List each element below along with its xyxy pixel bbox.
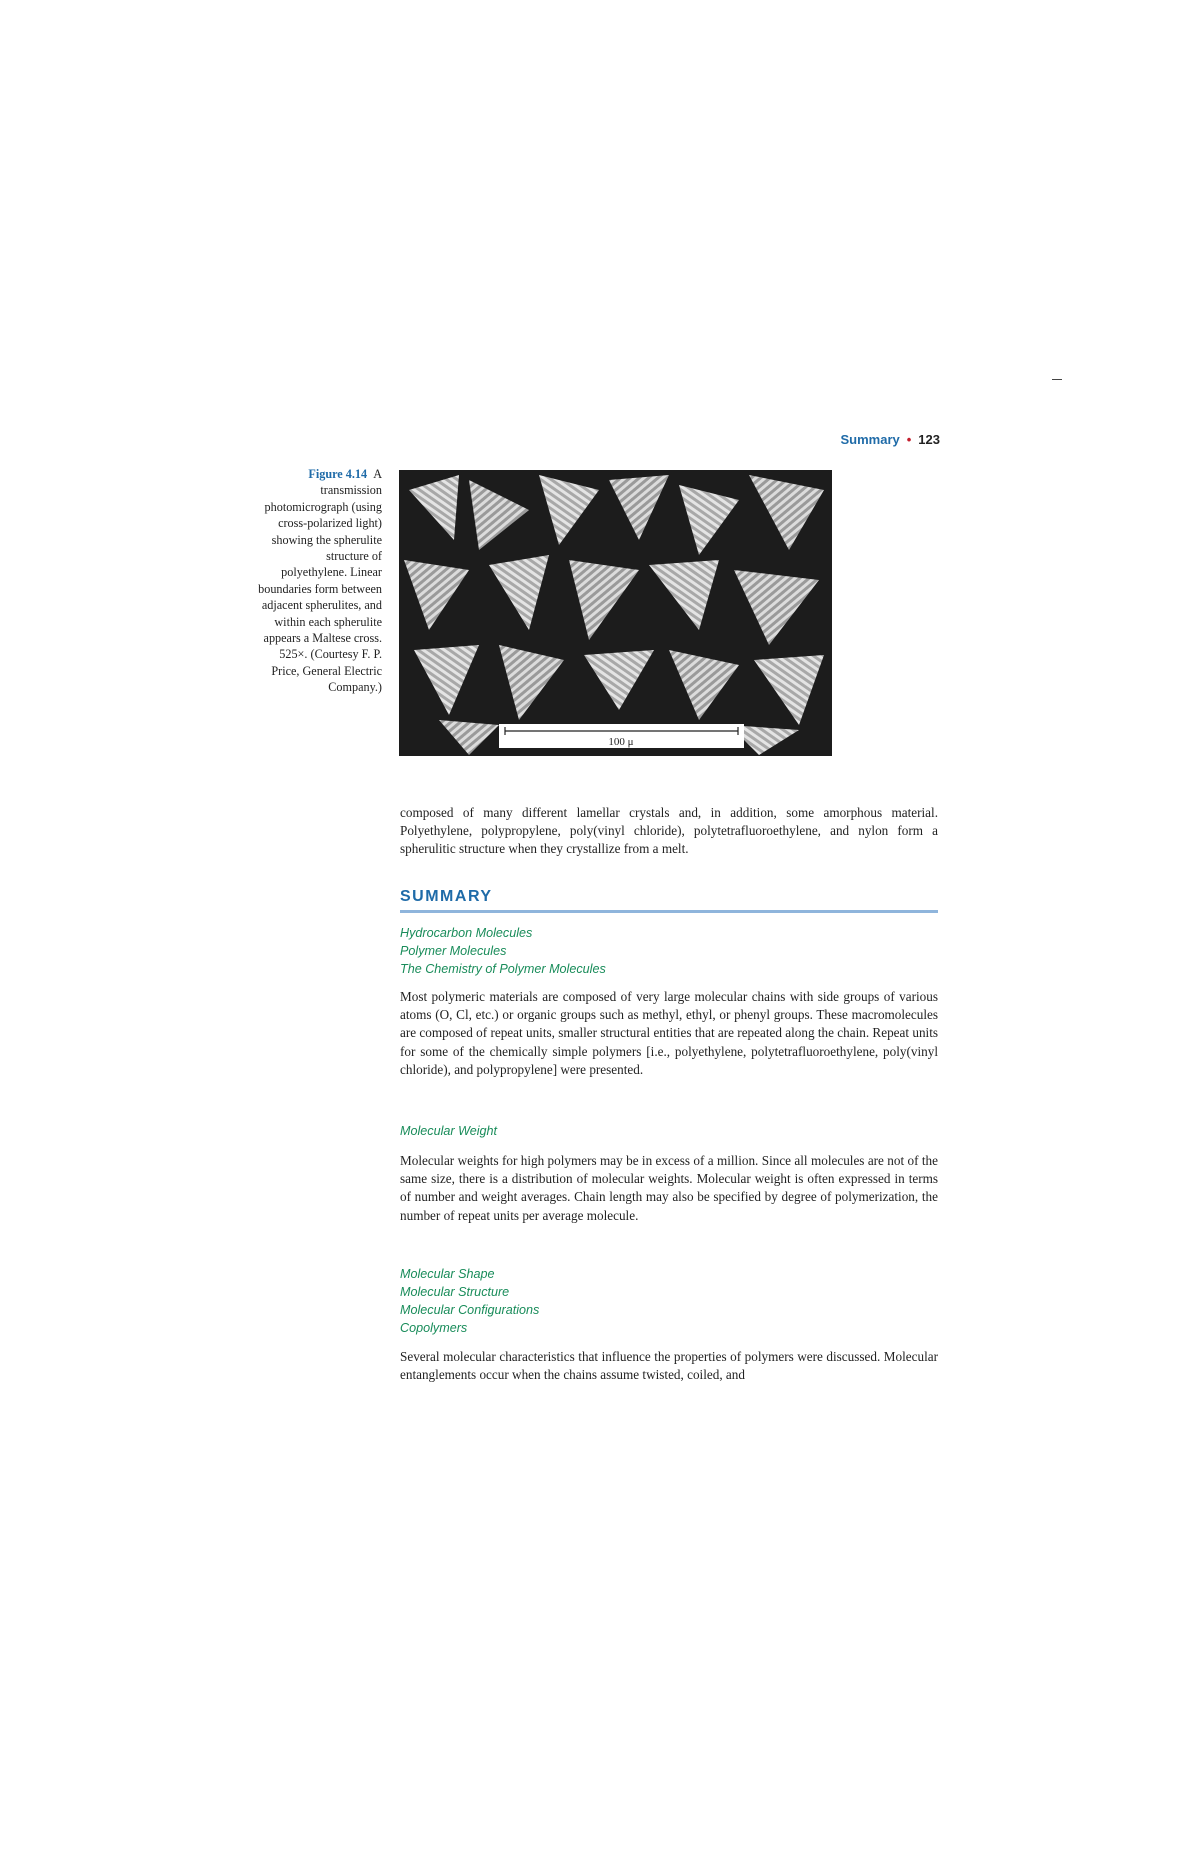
summary-paragraph: Most polymeric materials are composed of very large molecular chains with side groups of various atoms (O, Cl, etc.) or organic groups such as methyl, ethyl, or phenyl groups. These macromolecules are composed of repeat units, smaller structural entities that are repeated along the chain. Repeat units for some of the chemically simple polymers [i.e., polyethylene, polytetrafluoroethylene, poly(vinyl chloride), and polypropylene] were presented. (400, 989, 938, 1077)
summary-heading: SUMMARY (400, 888, 938, 913)
intro-paragraph: composed of many different lamellar crystals and, in addition, some amorphous material. Polyethylene, polypropylene, poly(vinyl chloride), polytetrafluoroethylene, and nylon form a spherulitic structure when they crystallize from a melt. (400, 805, 938, 857)
figure-caption-text: A transmission photomicrograph (using cross-polarized light) showing the spherulite structure of polyethylene. Linear boundaries form between adjacent spherulites, and within each spherulite appears a Maltese cross. 525×. (Courtesy F. P. Price, General Electric Company.) (258, 467, 382, 695)
topic-title: Hydrocarbon Molecules (400, 926, 533, 940)
summary-paragraph: Molecular weights for high polymers may be in excess of a million. Since all molecules are not of the same size, there is a distribution of molecular weights. Molecular weight is often expressed in terms of number and weight averages. Chain length may also be specified by degree of polymerization, the number of repeat units per average molecule. (400, 1153, 938, 1223)
topic-title: Molecular Structure (400, 1285, 510, 1299)
summary-paragraph: Several molecular characteristics that influence the properties of polymers were discussed. Molecular entanglements occur when the chains assume twisted, coiled, and (400, 1349, 938, 1383)
running-head-section: Summary (840, 432, 900, 447)
topic-title: Polymer Molecules (400, 944, 507, 958)
figure-caption (258, 466, 382, 696)
topic-group (400, 1265, 938, 1337)
topic-title: Molecular Weight (400, 1124, 498, 1138)
topic-title: The Chemistry of Polymer Molecules (400, 962, 606, 976)
spherulite-micrograph (399, 470, 832, 756)
running-head (780, 432, 940, 447)
topic-group (400, 1122, 938, 1140)
topic-title: Molecular Shape (400, 1267, 495, 1281)
topic-title: Molecular Configurations (400, 1303, 540, 1317)
figure-label: Figure 4.14 (308, 467, 368, 481)
bullet-icon: • (906, 432, 912, 447)
page-number: 123 (918, 432, 940, 447)
topic-group (400, 924, 938, 978)
scale-bar-label: 100 μ (608, 736, 634, 748)
crop-mark (1052, 379, 1062, 380)
topic-title: Copolymers (400, 1321, 468, 1335)
